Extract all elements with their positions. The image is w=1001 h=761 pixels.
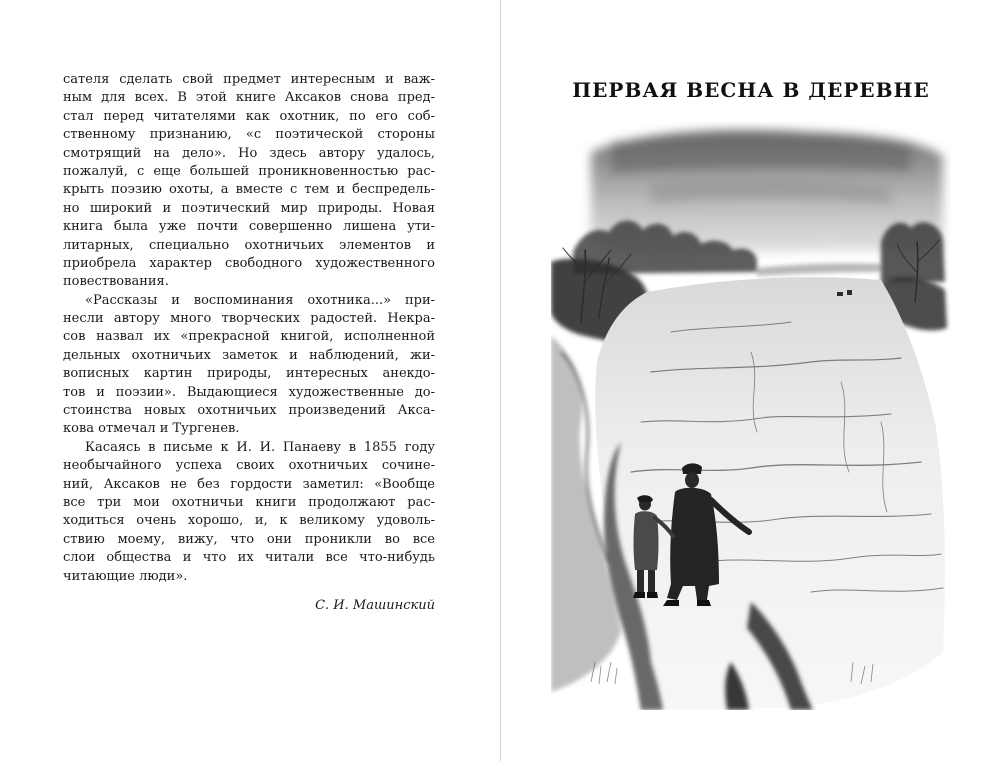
text-line: стал перед читателями как охотник, по его соб- xyxy=(63,108,435,124)
text-line: сов назвал их «прекрасной книгой, исполненной xyxy=(63,329,435,345)
body-text xyxy=(63,71,435,586)
text-line: ствию моему, вижу, что они проникли во все xyxy=(63,531,435,547)
text-line: повествования. xyxy=(63,274,169,290)
text-line: смотрящий на дело». Но здесь автору удалось, xyxy=(63,145,435,161)
text-line: несли автору много творческих радостей. Некра- xyxy=(63,311,435,327)
chapter-title: ПЕРВАЯ ВЕСНА В ДЕРЕВНЕ xyxy=(572,78,930,102)
text-line: но широкий и поэтический мир природы. Новая xyxy=(63,200,435,216)
winter-landscape-illustration xyxy=(551,122,951,710)
text-line: необычайного успеха своих охотничьих сочине- xyxy=(63,458,435,474)
text-line: книга была уже почти совершенно лишена ути- xyxy=(63,219,435,235)
text-line: стоинства новых охотничьих произведений Акса- xyxy=(63,403,435,419)
text-line: вописных картин природы, интересных анекдо- xyxy=(63,366,435,382)
text-line: все три мои охотничьи книги продолжают рас- xyxy=(63,494,435,510)
text-line: слои общества и что их читали все что-нибудь xyxy=(63,550,435,566)
text-line: литарных, специально охотничьих элементов и xyxy=(63,237,435,253)
text-line: приобрела характер свободного художественного xyxy=(63,255,435,271)
text-line: ным для всех. В этой книге Аксаков снова пред- xyxy=(63,90,435,106)
author-signature: С. И. Машинский xyxy=(315,598,435,613)
text-line: Касаясь в письме к И. И. Панаеву в 1855 году xyxy=(85,439,435,455)
text-line: дельных охотничьих заметок и наблюдений, жи- xyxy=(63,347,435,363)
text-line: «Рассказы и воспоминания охотника...» при- xyxy=(85,292,435,308)
text-line: пожалуй, с еще большей проникновенностью рас- xyxy=(63,163,435,179)
text-line: крыть поэзию охоты, а вместе с тем и беспредель- xyxy=(63,182,435,198)
right-page xyxy=(501,0,1001,761)
text-line: читающие люди». xyxy=(63,568,188,584)
text-line: сателя сделать свой предмет интересным и важ- xyxy=(63,72,435,87)
text-line: ний, Аксаков не без гордости заметил: «Вообще xyxy=(63,476,435,492)
text-line: ственному признанию, «с поэтической стороны xyxy=(63,127,435,143)
left-page xyxy=(0,0,500,761)
text-line: кова отмечал и Тургенев. xyxy=(63,421,240,437)
text-line: тов и поэзии». Выдающиеся художественные до- xyxy=(63,384,435,400)
text-line: ходиться очень хорошо, и, к великому удоволь- xyxy=(63,513,435,529)
